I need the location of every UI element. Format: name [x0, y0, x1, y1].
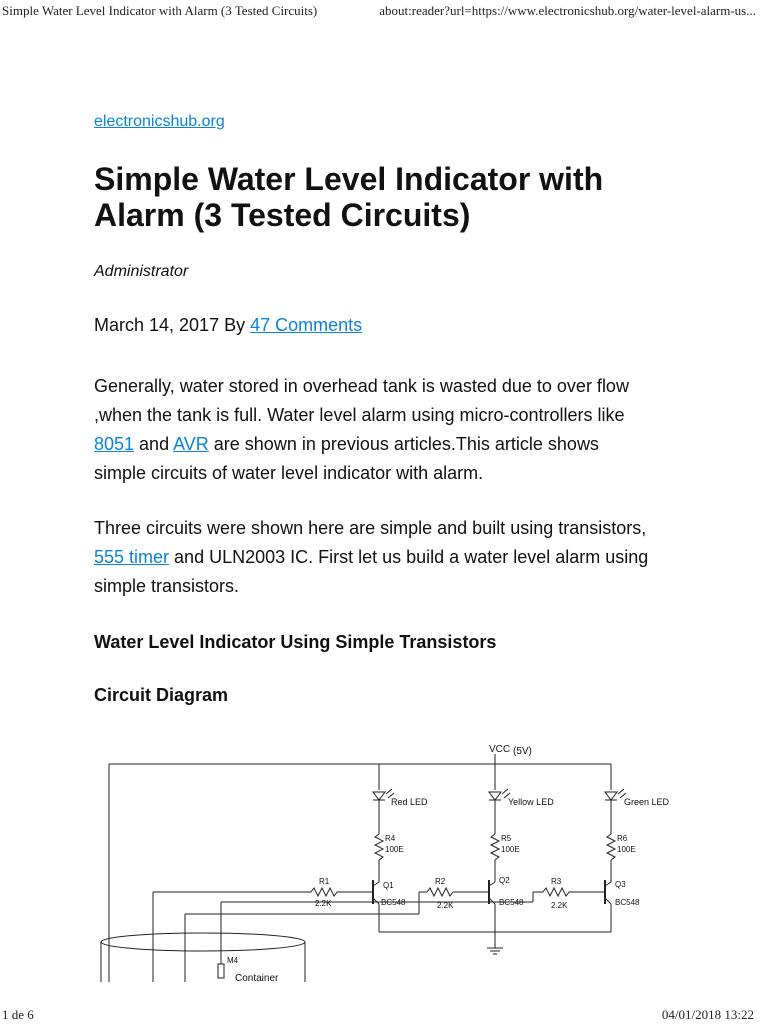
q3-label: Q3 — [615, 880, 626, 889]
r6-value: 100E — [617, 845, 636, 854]
circuit-diagram-heading: Circuit Diagram — [94, 685, 229, 705]
article-dateline — [94, 315, 362, 336]
m4-probe — [218, 964, 224, 978]
red-led-symbol — [373, 792, 385, 800]
q1-type: BC548 — [381, 898, 406, 907]
r5-label: R5 — [501, 834, 512, 843]
link-555-timer[interactable]: 555 timer — [94, 547, 170, 567]
r2-value: 2.2K — [437, 901, 454, 910]
link-avr[interactable]: AVR — [173, 434, 209, 454]
r4-label: R4 — [385, 834, 396, 843]
article-date: March 14, 2017 — [94, 315, 220, 335]
article-author: Administrator — [94, 263, 189, 280]
q3-type: BC548 — [615, 898, 640, 907]
print-datetime: 04/01/2018 13:22 — [661, 1007, 754, 1022]
r1-value: 2.2K — [315, 899, 332, 908]
r5-symbol — [491, 834, 499, 860]
vcc-label: VCC — [489, 744, 511, 755]
led3-label: Green LED — [624, 797, 670, 807]
by-label: By — [224, 315, 246, 335]
p1-text-2: and — [134, 434, 174, 454]
p2-text-2: and ULN2003 IC. First let us build a water level alarm using simple transistors. — [94, 547, 649, 596]
m4-label: M4 — [227, 956, 239, 965]
green-led-symbol — [605, 792, 617, 800]
vcc-value: (5V) — [513, 746, 532, 757]
r3-symbol — [543, 888, 569, 896]
r6-symbol — [607, 834, 615, 860]
p2-text-1: Three circuits were shown here are simple and built using transistors, — [94, 518, 647, 538]
print-header-title: Simple Water Level Indicator with Alarm (3 Tested Circuits) — [2, 3, 318, 18]
r1-symbol — [311, 888, 337, 896]
r2-label: R2 — [435, 877, 446, 886]
r5-value: 100E — [501, 845, 520, 854]
comments-link[interactable]: 47 Comments — [250, 315, 363, 335]
r4-symbol — [375, 834, 383, 860]
circuit-diagram-svg — [93, 742, 673, 982]
r3-label: R3 — [551, 877, 562, 886]
print-header — [0, 0, 768, 22]
p1-text-3: are shown in previous articles.This article shows simple circuits of water level indicator with alarm. — [94, 434, 599, 483]
article-title: Simple Water Level Indicator with Alarm (3 Tested Circuits) — [94, 161, 604, 233]
page-number: 1 de 6 — [2, 1007, 34, 1022]
yellow-led-symbol — [489, 792, 501, 800]
led2-label: Yellow LED — [508, 797, 554, 807]
container-label: Container — [235, 973, 279, 982]
q2-type: BC548 — [499, 898, 524, 907]
intro-paragraph — [94, 372, 654, 488]
led1-label: Red LED — [391, 797, 428, 807]
r3-value: 2.2K — [551, 901, 568, 910]
section-heading: Water Level Indicator Using Simple Transistors — [94, 632, 497, 652]
r2-symbol — [427, 888, 453, 896]
r1-label: R1 — [319, 877, 330, 886]
site-link[interactable]: electronicshub.org — [94, 113, 225, 130]
circuits-paragraph — [94, 514, 654, 601]
print-footer — [0, 1004, 768, 1024]
link-8051[interactable]: 8051 — [94, 434, 135, 454]
circuit-diagram — [93, 742, 673, 982]
print-header-url: about:reader?url=https://www.electronicshub.org/water-level-alarm-us... — [379, 3, 756, 18]
r4-value: 100E — [385, 845, 404, 854]
r6-label: R6 — [617, 834, 628, 843]
q1-label: Q1 — [383, 881, 394, 890]
p1-text-1: Generally, water stored in overhead tank is wasted due to over flow ,when the tank is full. Water level alarm using micro-controllers like — [94, 376, 629, 425]
container-symbol — [101, 933, 305, 951]
q2-label: Q2 — [499, 876, 510, 885]
